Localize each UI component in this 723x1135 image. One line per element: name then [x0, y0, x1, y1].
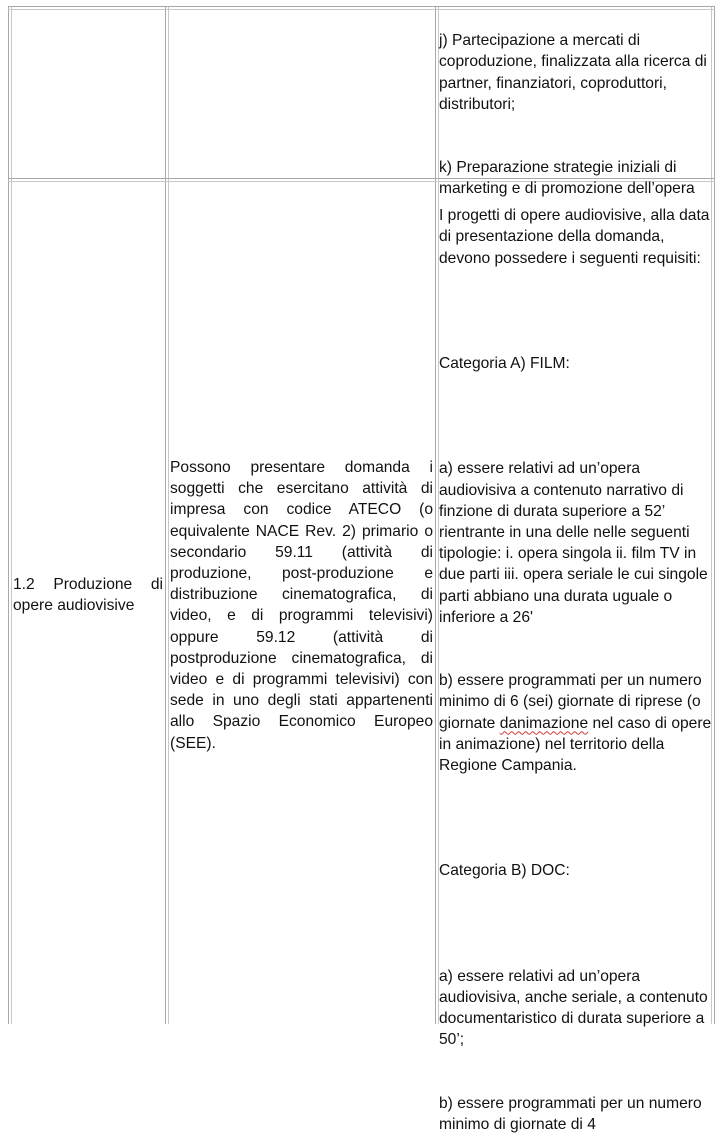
category-a-requirement-b: [439, 672, 711, 774]
table-border-top: [8, 6, 715, 7]
column-divider-2: [435, 6, 436, 1024]
category-b-requirement-b: b) essere programmati per un numero minimo di giornate di 4: [439, 1094, 702, 1134]
table-border-left: [8, 6, 9, 1024]
table-border-right: [714, 6, 715, 1024]
column-divider-1-inner: [168, 6, 169, 1024]
table-cell-requirements-continued: [439, 9, 714, 200]
table-cell-section-title: 1.2 Produzione di opere audiovisive: [13, 576, 163, 615]
category-a-heading: Categoria A) FILM:: [439, 355, 570, 373]
table-cell-eligibility: Possono presentare domanda i soggetti che esercitano attività di impresa con codice ATECO (o equivalente NACE Rev. 2) primario o secondario 59.11 (attività di produzione, post-produzione e distribuzione cinematografica, di video, e di programmi televisivi) oppure 59.12 (attività di postproduzione cinematografica, di video e di programmi televisivi) con sede in uno degli stati appartenenti allo Spazio Economico Europeo (SEE).: [170, 459, 433, 752]
table-cell-requirements: [439, 184, 714, 1135]
category-b-requirement-a: a) essere relativi ad un’opera audiovisiva, anche seriale, a contenuto documentaristico di durata superiore a 50’;: [439, 967, 708, 1049]
column-divider-1: [165, 6, 166, 1024]
list-item-k: k) Preparazione strategie iniziali di marketing e di promozione dell’opera: [439, 159, 695, 198]
category-b-heading: Categoria B) DOC:: [439, 862, 570, 880]
misspelled-word[interactable]: danimazione: [499, 714, 589, 732]
requirements-intro: I progetti di opere audiovisive, alla data di presentazione della domanda, devono possedere i seguenti requisiti:: [439, 207, 710, 267]
list-item-j: j) Partecipazione a mercati di coproduzione, finalizzata alla ricerca di partner, finanziatori, coproduttori, distributori;: [439, 32, 707, 113]
category-a-requirement-b-start: b) essere programmati per un numero minimo di 6 (sei) giornate di riprese (o giornate: [439, 672, 702, 732]
table-border-left-inner: [11, 6, 12, 1024]
category-a-requirement-a: a) essere relativi ad un’opera audiovisiva a contenuto narrativo di finzione di durata superiore a 52’ rientrante in una delle nelle seguenti tipologie: i. opera singola ii. film TV in due parti iii. opera seriale le cui singole parti abbiano una durata uguale o inferiore a 26': [439, 460, 708, 626]
category-a-requirement-b-end: nel caso di opere in animazione) nel territorio della Regione Campania.: [439, 714, 712, 775]
